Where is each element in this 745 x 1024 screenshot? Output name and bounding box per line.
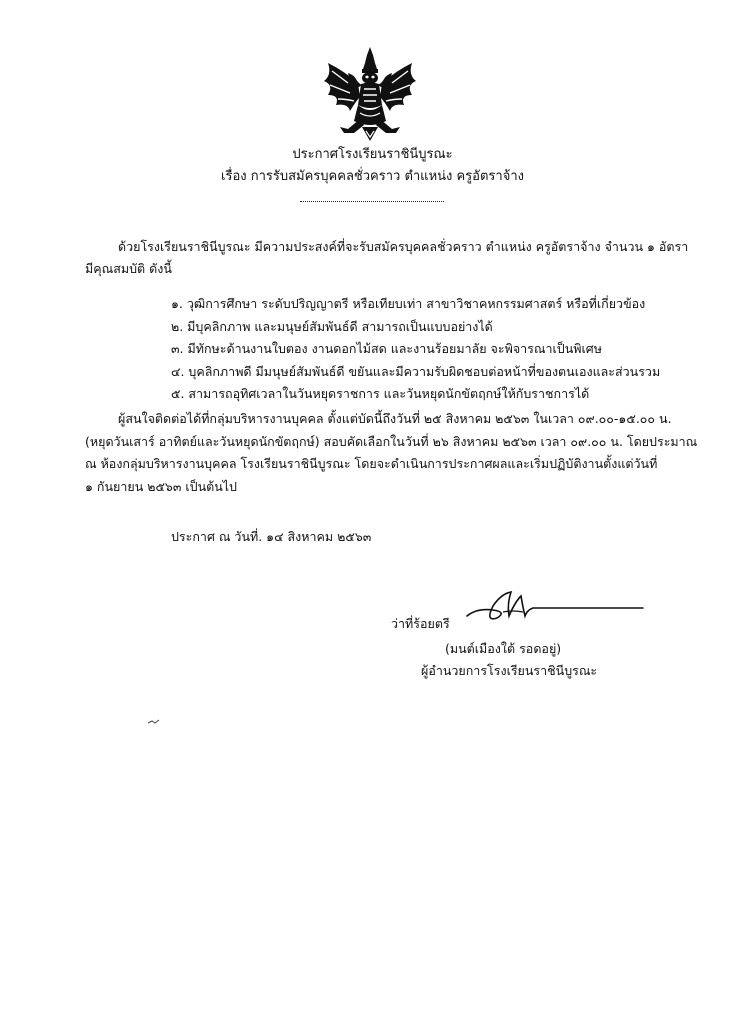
qualification-list: [171, 293, 660, 406]
contact-paragraph: [85, 408, 698, 498]
qualification-item: ๓. มีทักษะด้านงานใบตอง งานดอกไม้สด และงานร้อยมาลัย จะพิจารณาเป็นพิเศษ: [171, 341, 602, 356]
contact-line: ๑ กันยายน ๒๕๖๓ เป็นต้นไป: [85, 478, 237, 494]
qualification-item: ๑. วุฒิการศึกษา ระดับปริญญาตรี หรือเทียบเท่า สาขาวิชาคหกรรมศาสตร์ หรือที่เกี่ยวข้อง: [171, 296, 646, 311]
announcement-date: ประกาศ ณ วันที่. ๑๔ สิงหาคม ๒๕๖๓: [171, 529, 372, 544]
qualification-item: ๒. มีบุคลิกภาพ และมนุษย์สัมพันธ์ดี สามารถเป็นแบบอย่างได้: [171, 318, 493, 334]
intro-line-1: ด้วยโรงเรียนราชินีบูรณะ มีความประสงค์ที่จะรับสมัครบุคคลชั่วคราว ตำแหน่ง ครูอัตราจ้าง จำนวน ๑ อัตรา: [118, 239, 689, 254]
signer-title: ผู้อำนวยการโรงเรียนราชินีบูรณะ: [421, 663, 598, 678]
garuda-emblem-icon: [318, 45, 422, 143]
title-divider: [300, 201, 444, 202]
signer-rank: ว่าที่ร้อยตรี: [391, 616, 450, 631]
contact-line: ณ ห้องกลุ่มบริหารงานบุคคล โรงเรียนราชินีบูรณะ โดยจะดำเนินการประกาศผลและเริ่มปฏิบัติงานตั้งแต่วันที่: [85, 456, 658, 471]
qualification-item: ๕. สามารถอุทิศเวลาในวันหยุดราชการ และวันหยุดนักขัตฤกษ์ให้กับราชการได้: [171, 386, 590, 401]
announcement-subject: เรื่อง การรับสมัครบุคคลชั่วคราว ตำแหน่ง ครูอัตราจ้าง: [221, 169, 524, 184]
intro-line-2: มีคุณสมบัติ ดังนี้: [85, 261, 172, 276]
announcement-title: ประกาศโรงเรียนราชินีบูรณะ: [292, 147, 453, 162]
contact-line: (หยุดวันเสาร์ อาทิตย์และวันหยุดนักขัตฤกษ์) สอบคัดเลือกในวันที่ ๒๖ สิงหาคม ๒๕๖๓ เวลา ๐๙.๐๐ น. โดยประมาณ: [85, 433, 698, 449]
scan-speck: [147, 719, 161, 725]
qualification-item: ๔. บุคลิกภาพดี มีมนุษย์สัมพันธ์ดี ขยันและมีความรับผิดชอบต่อหน้าที่ของตนเองและส่วนรวม: [171, 363, 661, 379]
contact-line: ผู้สนใจติดต่อได้ที่กลุ่มบริหารงานบุคคล ตั้งแต่บัดนี้ถึงวันที่ ๒๕ สิงหาคม ๒๕๖๓ ในเวลา ๐๙.๐๐-๑๕.๐๐ น.: [118, 411, 672, 426]
signer-name: (มนต์เมืองใต้ รอดอยู่): [445, 641, 562, 656]
handwritten-signature-icon: [463, 586, 645, 626]
